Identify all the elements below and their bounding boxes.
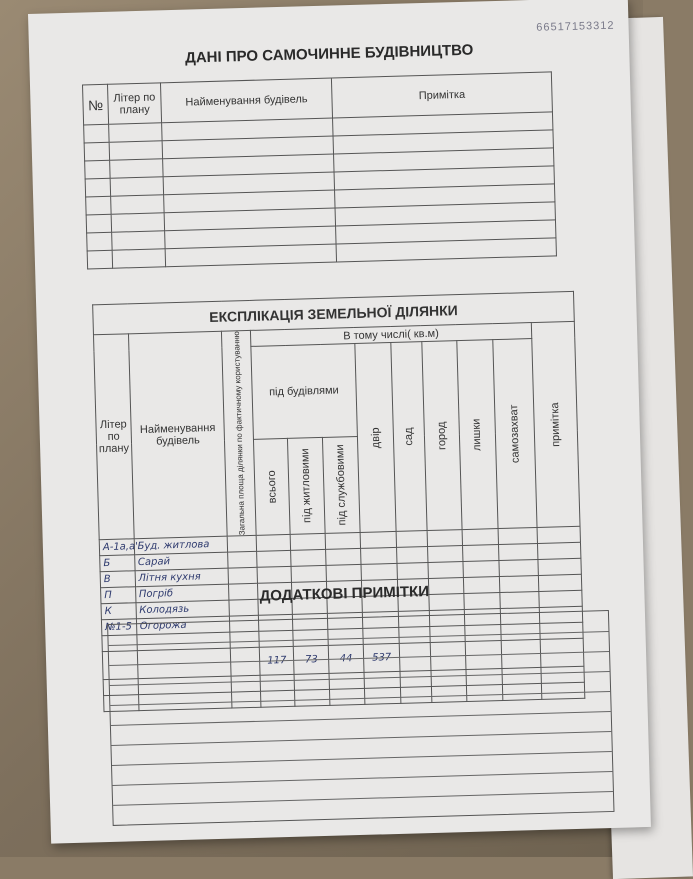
col-service: під службовими: [334, 444, 349, 526]
service-value: 44: [328, 644, 363, 673]
col-including: В тому числі( кв.м): [250, 323, 531, 347]
unauthorized-construction-table: [82, 71, 557, 269]
table-row: А-1а,а' Буд. житлова: [99, 526, 580, 555]
col-total: всього: [265, 470, 279, 504]
col-liter: Літер по плану: [93, 334, 133, 540]
document-page: [28, 0, 651, 844]
additional-notes-box: [107, 610, 614, 826]
col-total-area: Загальна площа ділянки по фактичному користуванню: [231, 331, 247, 536]
col-yard: двір: [369, 426, 382, 449]
col-building-name: Найменування будівель: [128, 331, 227, 539]
col-note: примітка: [549, 402, 563, 447]
col-garden: сад: [402, 427, 416, 446]
col-residential: під житловими: [299, 448, 314, 524]
yard-value: 537: [363, 643, 400, 672]
total-value: 117: [259, 646, 294, 675]
table-row: В Літня кухня: [100, 558, 581, 587]
col-note: Примітка: [331, 72, 552, 118]
corner-number: 66517153312: [536, 19, 615, 34]
col-vegetable: город: [435, 421, 449, 450]
col-under-buildings: під будівлями: [251, 344, 357, 440]
table-row: К Колодязь: [101, 590, 582, 619]
col-building-name: Найменування будівель: [160, 78, 332, 123]
col-surplus: лишки: [470, 418, 484, 451]
section2-title: ЕКСПЛІКАЦІЯ ЗЕМЕЛЬНОЇ ДІЛЯНКИ: [93, 291, 575, 334]
table-row: П Погріб: [101, 574, 582, 603]
section1-title: ДАНІ ПРО САМОЧИННЕ БУДІВНИЦТВО: [184, 41, 474, 67]
table-row: №1-5 Огорожа: [101, 606, 582, 635]
col-number: №: [83, 84, 109, 125]
section3-title: ДОДАТКОВІ ПРИМІТКИ: [259, 583, 430, 605]
residential-value: 73: [294, 645, 329, 674]
col-self-seized: самозахват: [508, 404, 522, 463]
table-row: Б Сарай: [100, 542, 581, 571]
col-liter: Літер по плану: [107, 83, 161, 124]
